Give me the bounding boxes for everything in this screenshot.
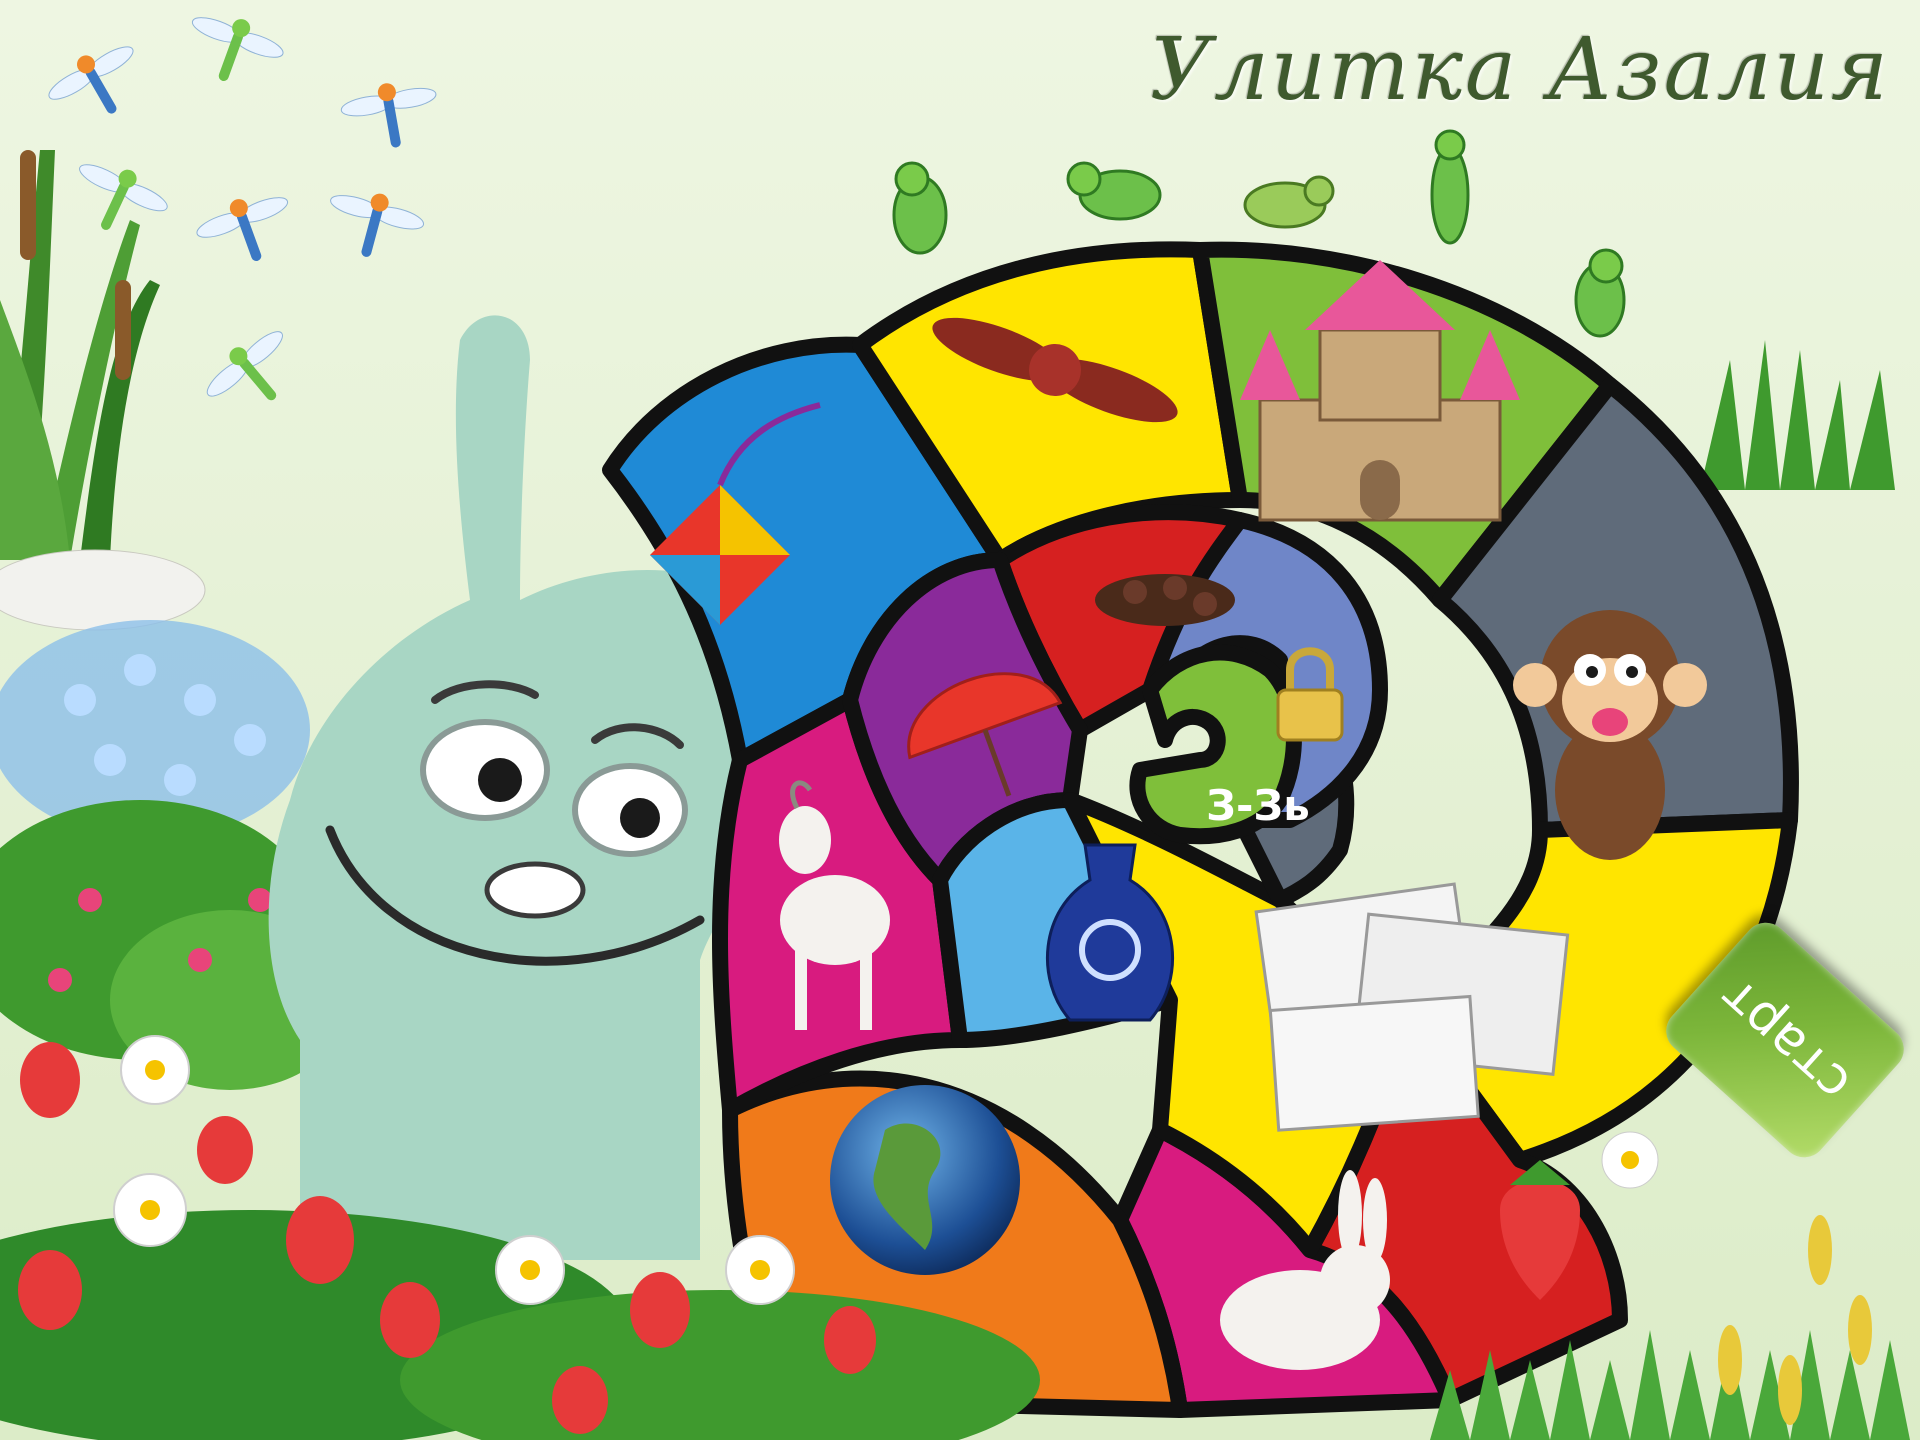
start-button-label: старт: [1707, 966, 1863, 1114]
center-label: З-Зь: [1206, 781, 1310, 830]
globe-icon: [830, 1085, 1020, 1275]
strawberry-icon: [18, 1250, 82, 1330]
strawberry-icon: [824, 1306, 876, 1374]
grasshopper-icon: [1432, 131, 1468, 243]
strawberry-icon: [20, 1042, 80, 1118]
strawberry-icon: [197, 1116, 253, 1184]
strawberry-icon: [630, 1272, 690, 1348]
raisins-icon: [1095, 574, 1235, 626]
strawberry-icon: [286, 1196, 354, 1284]
rock: [0, 550, 205, 630]
strawberry-icon: [552, 1366, 608, 1434]
game-title: Улитка Азалия: [1149, 20, 1890, 120]
strawberry-icon: [380, 1282, 440, 1358]
